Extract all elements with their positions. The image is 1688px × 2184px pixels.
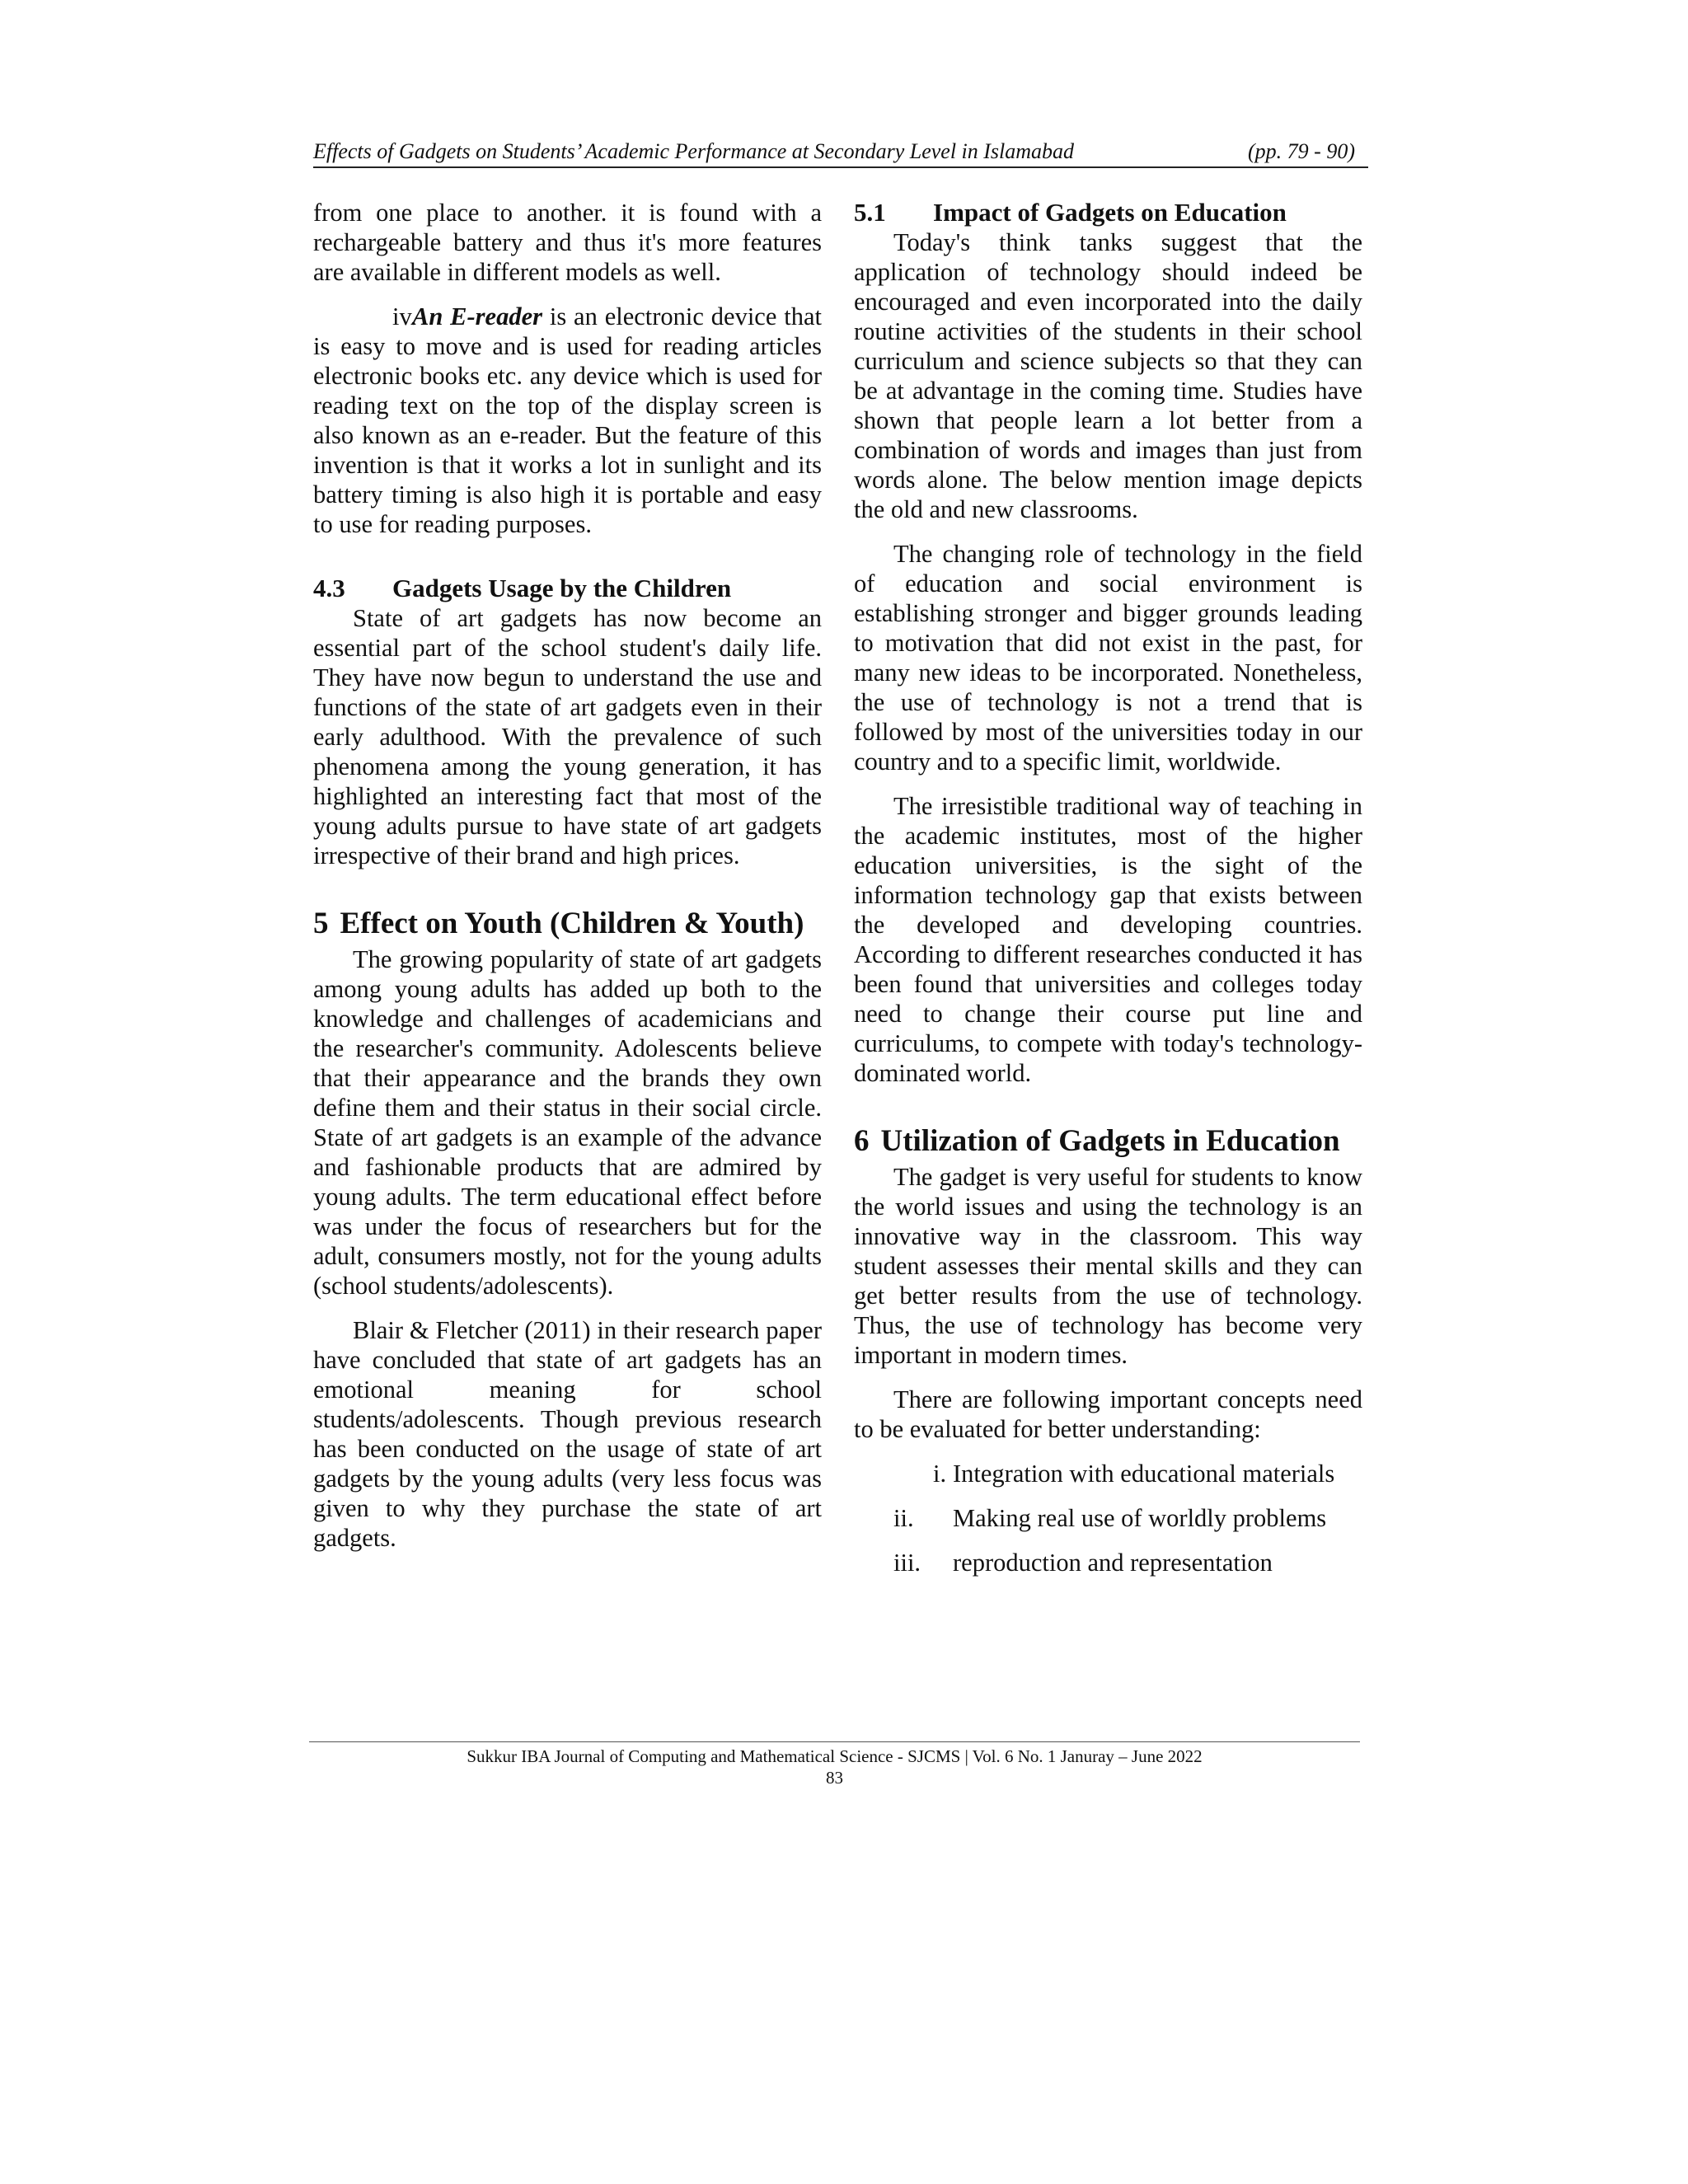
paragraph: State of art gadgets has now become an essential part of the school student's daily life. They have now begun to understand the use and functions of the state of art gadgets even in their early adulthood. With the prevalence of such phenomena among the young generation, it has highlighted an interesting fact that most of the young adults pursue to have state of art gadgets irrespective of their brand and high prices. [313, 604, 822, 869]
paragraph: The gadget is very useful for students to know the world issues and using the technology is an innovative way in the classroom. This way student assesses their mental skills and they can get better results from the use of technology. Thus, the use of technology has become very important in modern times. [854, 1163, 1362, 1369]
section-heading-6 [854, 1122, 1362, 1160]
page-footer [309, 1746, 1360, 1788]
subsection-heading-5-1 [854, 198, 1362, 227]
list-numeral: iv. [392, 302, 417, 330]
footer-rule [309, 1741, 1360, 1742]
left-column [313, 198, 822, 1568]
list-item [854, 1503, 1362, 1533]
paragraph: Today's think tanks suggest that the application of technology should indeed be encouraged and even incorporated into the daily routine activities of the students in their school curriculum and science subjects so that they can be at advantage in the coming time. Studies have shown that people learn a lot better from a combination of words and images than just from words alone. The below mention image depicts the old and new classrooms. [854, 228, 1362, 523]
subsection-number: 5.1 [854, 198, 886, 227]
paragraph: There are following important concepts need to be evaluated for better understanding: [854, 1385, 1362, 1443]
section-title: Effect on Youth (Children & Youth) [340, 907, 804, 940]
running-head-pages: (pp. 79 - 90) [1248, 139, 1355, 163]
header-rule [313, 166, 1368, 168]
subsection-title: Impact of Gadgets on Education [933, 198, 1287, 227]
subsection-heading-4-3 [313, 574, 822, 603]
section-number: 5 [313, 907, 329, 940]
running-head [313, 137, 1368, 166]
page-number: 83 [826, 1768, 843, 1788]
paragraph: The irresistible traditional way of teaching in the academic institutes, most of the higher education universities, is the sight of the information technology gap that exists between the developed and developing countries. According to different researches conducted it has been found that universities and colleges today need to change their course put line and curriculums, to compete with today's technology-dominated world. [854, 792, 1362, 1087]
section-heading-5 [313, 905, 822, 943]
footer-journal: Sukkur IBA Journal of Computing and Mathematical Science - SJCMS | Vol. 6 No. 1 Januray – June 2022 [467, 1746, 1203, 1766]
list-item-iv [313, 302, 822, 539]
section-number: 6 [854, 1124, 870, 1158]
right-column [854, 198, 1362, 1592]
list-item [854, 1548, 1362, 1577]
continued-paragraph: from one place to another. it is found with a rechargeable battery and thus it's more features are available in different models as well. [313, 199, 822, 286]
subsection-number: 4.3 [313, 574, 345, 602]
paragraph: The growing popularity of state of art gadgets among young adults has added up both to the knowledge and challenges of academicians and the researcher's community. Adolescents believe that their appearance and the brands they own define them and their status in their social circle. State of art gadgets is an example of the advance and fashionable products that are admired by young adults. The term educational effect before was under the focus of researchers but for the adult, consumers mostly, not for the young adults (school students/adolescents). [313, 945, 822, 1300]
list-text: reproduction and representation [953, 1549, 1273, 1577]
running-head-title: Effects of Gadgets on Students’ Academic Performance at Secondary Level in Islamabad [313, 139, 1075, 163]
list-text: Making real use of worldly problems [953, 1504, 1327, 1532]
list-text: Integration with educational materials [953, 1460, 1335, 1488]
list-term: An E-reader [412, 302, 542, 330]
list-item [854, 1459, 1362, 1488]
section-title: Utilization of Gadgets in Education [880, 1124, 1340, 1158]
subsection-title: Gadgets Usage by the Children [392, 574, 732, 602]
list-numeral: iii. [893, 1549, 921, 1577]
paragraph: The changing role of technology in the field of education and social environment is establishing stronger and bigger grounds leading to motivation that did not exist in the past, for many new ideas to be incorporated. Nonetheless, the use of technology is not a trend that is followed by most of the universities today in our country and to a specific limit, worldwide. [854, 540, 1362, 776]
list-numeral: ii. [893, 1504, 914, 1532]
paragraph: Blair & Fletcher (2011) in their research paper have concluded that state of art gadgets has an emotional meaning for school students/adolescents. Though previous research has been conducted on the usage of state of art gadgets by the young adults (very less focus was given to why they purchase the state of art gadgets. [313, 1316, 822, 1552]
list-text: is an electronic device that is easy to move and is used for reading articles electronic books etc. any device which is used for reading text on the top of the display screen is also known as an e-reader. But the feature of this invention is that it works a lot in sunlight and its battery timing is also high it is portable and easy to use for reading purposes. [313, 302, 822, 538]
list-numeral: i. [933, 1460, 947, 1488]
